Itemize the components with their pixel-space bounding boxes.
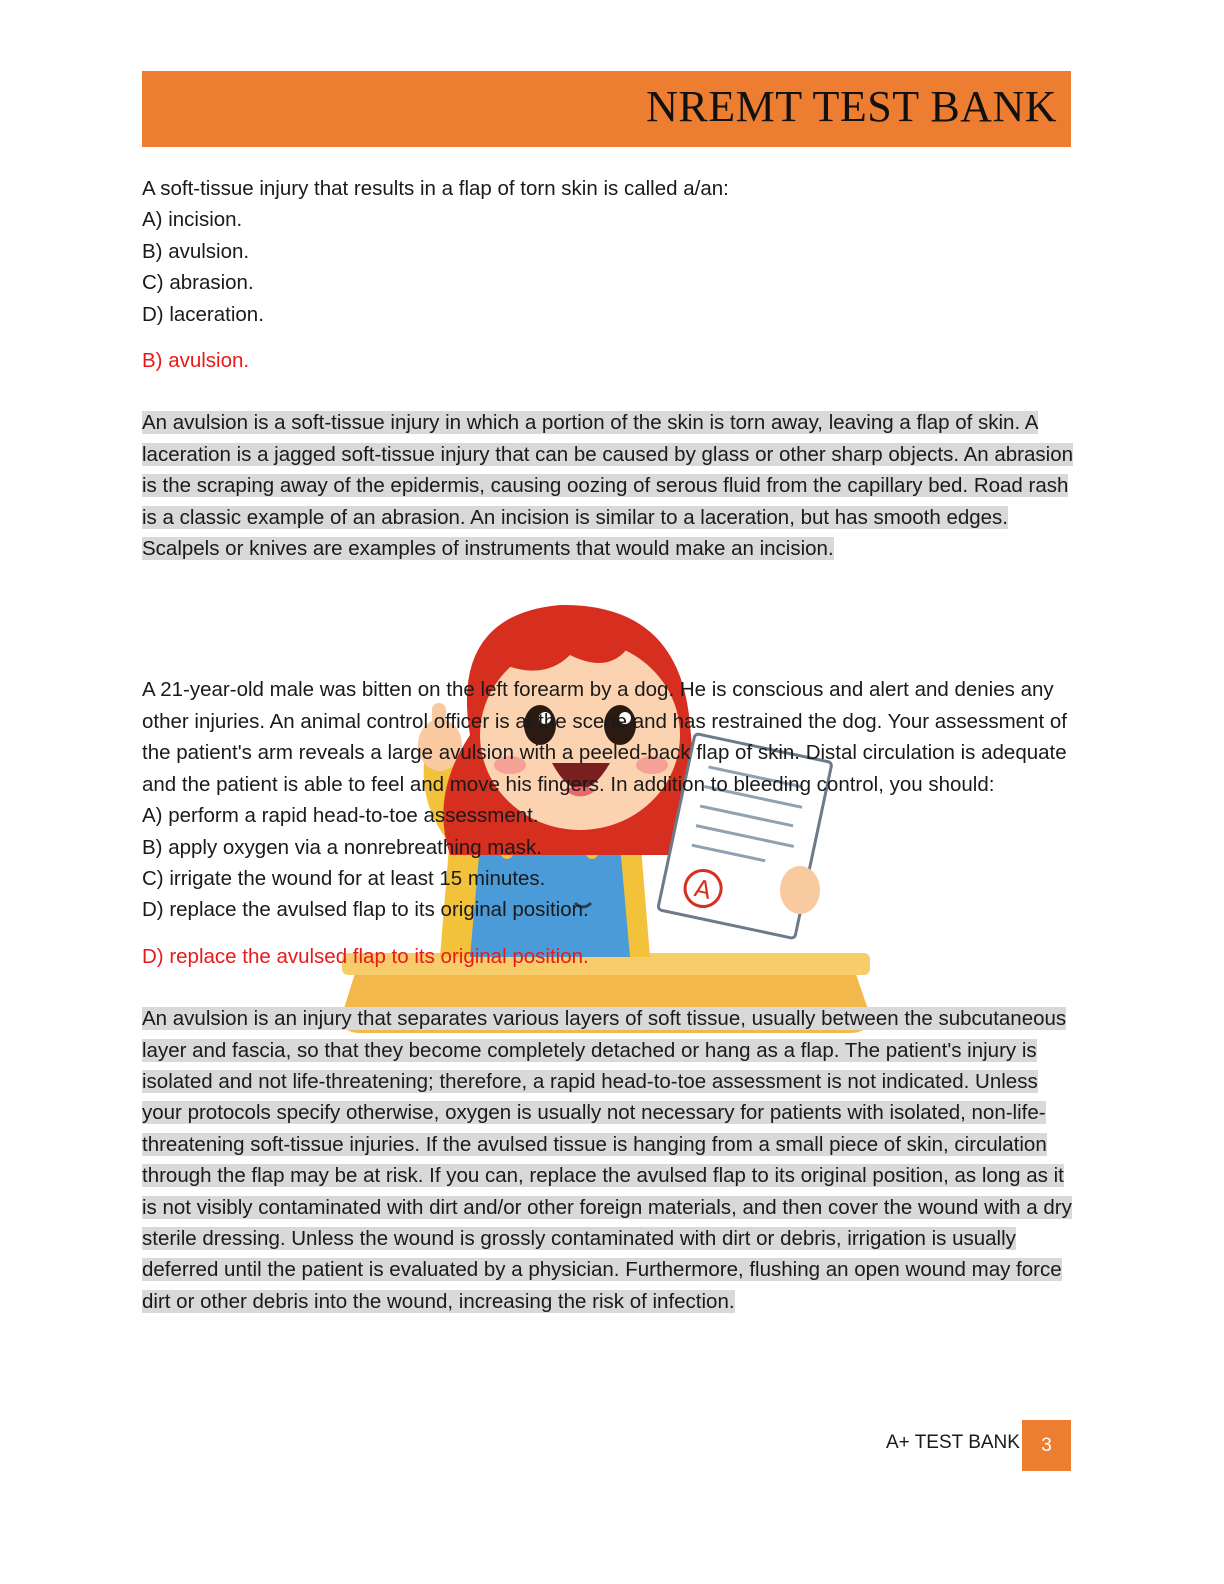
- q2-option-b: B) apply oxygen via a nonrebreathing mask.: [142, 835, 542, 859]
- q2-option-a: A) perform a rapid head-to-toe assessment.: [142, 804, 539, 828]
- q1-explanation: An avulsion is a soft-tissue injury in which a portion of the skin is torn away, leaving a flap of skin. A laceration is a jagged soft-tissue injury that can be caused by glass or other sharp objects. An abrasion is the scraping away of the epidermis, causing oozing of serous fluid from the capillary bed. Road rash is a classic example of an abrasion. An incision is similar to a laceration, but has smooth edges. Scalpels or knives are examples of instruments that would make an incision.: [142, 411, 1074, 561]
- q2-answer: D) replace the avulsed flap to its original position.: [142, 944, 589, 968]
- q1-option-c: C) abrasion.: [142, 271, 254, 295]
- q2-option-c: C) irrigate the wound for at least 15 minutes.: [142, 866, 546, 890]
- header-bar: [142, 71, 1071, 147]
- grade-badge-text: A: [691, 874, 714, 905]
- q1-option-a: A) incision.: [142, 208, 243, 232]
- footer-label: A+ TEST BANK: [886, 1432, 1020, 1453]
- header-title: NREMT TEST BANK: [646, 82, 1057, 131]
- q1-option-b: B) avulsion.: [142, 239, 250, 263]
- q2-option-d: D) replace the avulsed flap to its original position.: [142, 898, 589, 922]
- q1-option-d: D) laceration.: [142, 302, 264, 326]
- page-number: 3: [1022, 1420, 1071, 1471]
- q2-explanation: An avulsion is an injury that separates various layers of soft tissue, usually between the subcutaneous layer and fascia, so that they become completely detached or hang as a flap. The patient's injury is isolated and not life-threatening; therefore, a rapid head-to-toe assessment is not indicated. Unless your protocols specify otherwise, oxygen is usually not necessary for patients with isolated, non-life-threatening soft-tissue injuries. If the avulsed tissue is hanging from a small piece of skin, circulation through the flap may be at risk. If you can, replace the avulsed flap to its original position, as long as it is not visibly contaminated with dirt and/or other foreign materials, and then cover the wound with a dry sterile dressing. Unless the wound is grossly contaminated with dirt or debris, irrigation is usually deferred until the patient is evaluated by a physician. Furthermore, flushing an open wound may force dirt or other debris into the wound, increasing the risk of infection.: [142, 1007, 1072, 1313]
- q2-question: A 21-year-old male was bitten on the left forearm by a dog. He is conscious and alert and denies any other injuries. An animal control officer is at the scene and has restrained the dog. Your assessment of the patient's arm reveals a large avulsion with a peeled-back flap of skin. Distal circulation is adequate and the patient is able to feel and move his fingers. In addition to bleeding control, you should:: [142, 678, 1067, 796]
- q1-answer: B) avulsion.: [142, 349, 250, 373]
- q1-question: A soft-tissue injury that results in a flap of torn skin is called a/an:: [142, 177, 729, 200]
- page-content: [142, 173, 1082, 1317]
